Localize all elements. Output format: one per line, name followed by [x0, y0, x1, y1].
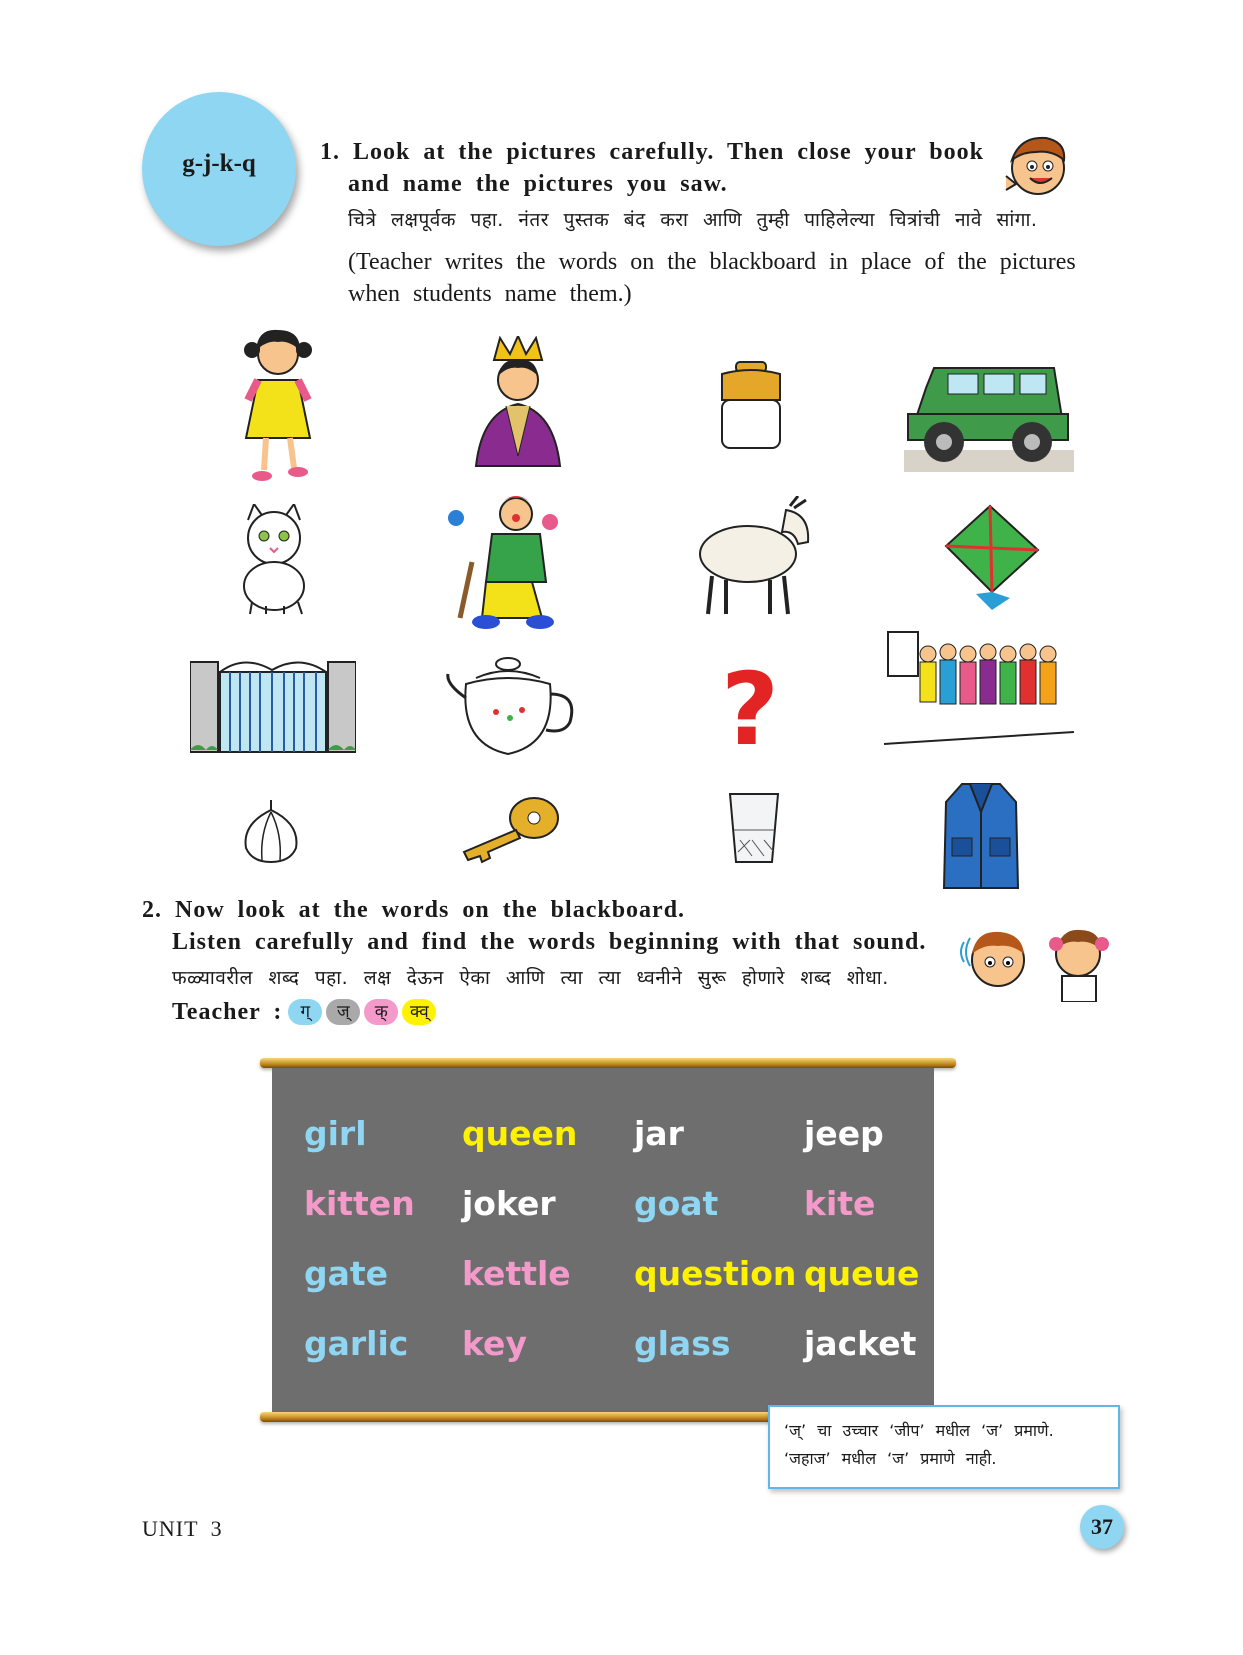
q2-line1: 2. Now look at the words on the blackboard. [142, 897, 686, 923]
board-word: girl [304, 1114, 367, 1153]
board-word: queue [804, 1254, 920, 1293]
board-word: question [634, 1254, 797, 1293]
teacher-sounds-row [172, 996, 440, 1028]
listening-kids-icon [958, 920, 1130, 1002]
sound-chip-k: क् [364, 999, 398, 1025]
jeep-picture [904, 358, 1074, 472]
q1-teacher-line1: (Teacher writes the words on the blackboard in place of the pictures [348, 249, 1076, 275]
q1-line1: 1. Look at the pictures carefully. Then close your book [320, 139, 984, 165]
boy-face-icon [1000, 130, 1080, 200]
queen-picture [462, 336, 574, 470]
board-word: jeep [804, 1114, 884, 1153]
gate-picture [190, 652, 356, 756]
blackboard-top-rod [260, 1058, 956, 1068]
kettle-picture [446, 654, 584, 758]
board-word: goat [634, 1184, 719, 1223]
note-line1: ‘ज्’ चा उच्चार ‘जीप’ मधील ‘ज’ प्रमाणे. [784, 1421, 1054, 1440]
girl-picture [228, 322, 328, 488]
goat-picture [690, 496, 816, 618]
q2-marathi: फळ्यावरील शब्द पहा. लक्ष देऊन ऐका आणि त्या त्या ध्वनीने सुरू होणारे शब्द शोधा. [172, 967, 889, 989]
blackboard-bottom-rod [260, 1412, 780, 1422]
pronunciation-note [768, 1405, 1120, 1489]
joker-picture [446, 492, 572, 630]
teacher-label: Teacher : [172, 999, 283, 1025]
topic-badge-label: g-j-k-q [182, 150, 256, 177]
jacket-picture [940, 782, 1022, 892]
q2-line2: Listen carefully and find the words beginning with that sound. [172, 929, 927, 955]
key-picture [456, 794, 562, 864]
garlic-picture [238, 798, 304, 870]
board-word: glass [634, 1324, 731, 1363]
board-word: queen [462, 1114, 578, 1153]
sound-chip-kw: क्व् [402, 999, 436, 1025]
unit-label: UNIT 3 [142, 1516, 223, 1541]
question-mark-picture: ? [720, 650, 779, 768]
board-word: garlic [304, 1324, 409, 1363]
board-word: kite [804, 1184, 876, 1223]
board-word: key [462, 1324, 527, 1363]
sound-chip-g: ग् [288, 999, 322, 1025]
board-word: kitten [304, 1184, 415, 1223]
board-word: jar [634, 1114, 684, 1153]
sound-chip-j: ज् [326, 999, 360, 1025]
kitten-picture [228, 504, 320, 616]
board-word: kettle [462, 1254, 571, 1293]
kite-picture [940, 502, 1046, 612]
note-line2: ‘जहाज’ मधील ‘ज’ प्रमाणे नाही. [784, 1449, 997, 1468]
glass-picture [726, 790, 782, 866]
q1-line2: and name the pictures you saw. [348, 171, 728, 197]
q1-teacher-line2: when students name them.) [348, 281, 632, 307]
board-word: jacket [804, 1324, 917, 1363]
queue-picture [884, 624, 1074, 752]
q1-marathi: चित्रे लक्षपूर्वक पहा. नंतर पुस्तक बंद करा आणि तुम्ही पाहिलेल्या चित्रांची नावे सांगा. [348, 209, 1038, 231]
page-number: 37 [1080, 1505, 1124, 1549]
board-word: joker [462, 1184, 556, 1223]
jar-picture [716, 360, 786, 452]
board-word: gate [304, 1254, 389, 1293]
topic-badge [142, 92, 296, 246]
